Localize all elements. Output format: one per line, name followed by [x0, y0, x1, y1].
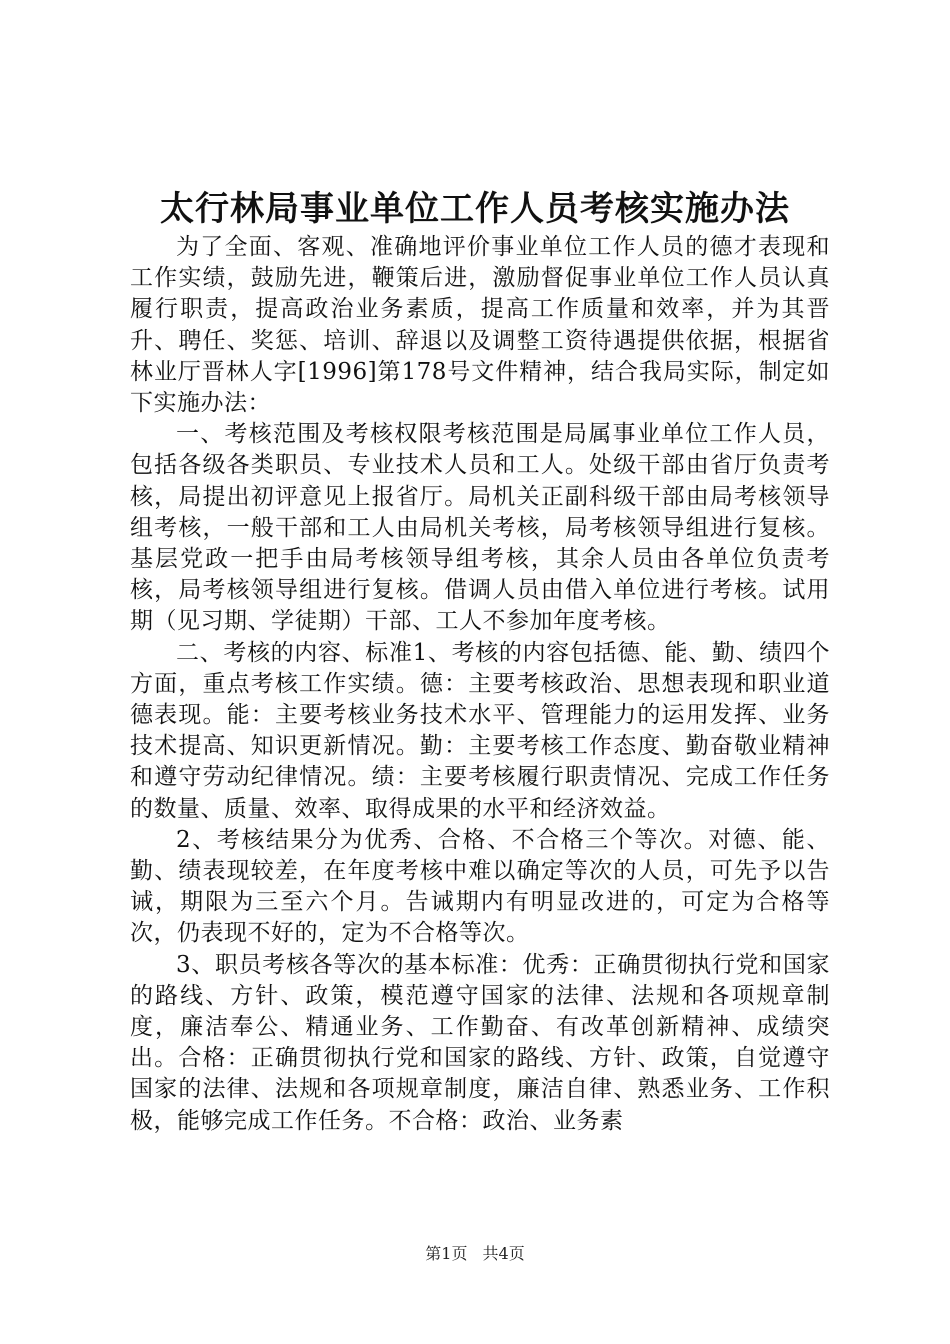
page-total: 共4页	[482, 1244, 525, 1263]
page-number: 第1页	[425, 1244, 468, 1263]
paragraph-scope: 一、考核范围及考核权限考核范围是局属事业单位工作人员，包括各级各类职员、专业技术人员和工人。处级干部由省厅负责考核，局提出初评意见上报省厅。局机关正副科级干部由局考核领导组考核，一般干部和工人由局机关考核，局考核领导组进行复核。基层党政一把手由局考核领导组考核，其余人员由各单位负责考核，局考核领导组进行复核。借调人员由借入单位进行考核。试用期（见习期、学徒期）干部、工人不参加年度考核。	[130, 421, 830, 635]
document-body	[130, 232, 830, 1137]
paragraph-intro: 为了全面、客观、准确地评价事业单位工作人员的德才表现和工作实绩，鼓励先进，鞭策后进，激励督促事业单位工作人员认真履行职责，提高政治业务素质，提高工作质量和效率，并为其晋升、聘任、奖惩、培训、辞退以及调整工资待遇提供依据，根据省林业厅晋林人字[1996]第178号文件精神，结合我局实际，制定如下实施办法：	[130, 234, 830, 417]
paragraph-content-standards: 二、考核的内容、标准1、考核的内容包括德、能、勤、绩四个方面，重点考核工作实绩。德：主要考核政治、思想表现和职业道德表现。能：主要考核业务技术水平、管理能力的运用发挥、业务技术提高、知识更新情况。勤：主要考核工作态度、勤奋敬业精神和遵守劳动纪律情况。绩：主要考核履行职责情况、完成工作任务的数量、质量、效率、取得成果的水平和经济效益。	[130, 639, 830, 822]
document-title: 太行林局事业单位工作人员考核实施办法	[160, 189, 790, 229]
paragraph-level-criteria: 3、职员考核各等次的基本标准：优秀：正确贯彻执行党和国家的路线、方针、政策，模范遵守国家的法律、法规和各项规章制度，廉洁奉公、精通业务、工作勤奋、有改革创新精神、成绩突出。合格：正确贯彻执行党和国家的路线、方针、政策，自觉遵守国家的法律、法规和各项规章制度，廉洁自律、熟悉业务、工作积极，能够完成工作任务。不合格：政治、业务素	[130, 951, 830, 1134]
paragraph-result-levels: 2、考核结果分为优秀、合格、不合格三个等次。对德、能、勤、绩表现较差，在年度考核中难以确定等次的人员，可先予以告诫，期限为三至六个月。告诫期内有明显改进的，可定为合格等次，仍表现不好的，定为不合格等次。	[130, 826, 830, 947]
page-footer	[0, 1243, 950, 1265]
